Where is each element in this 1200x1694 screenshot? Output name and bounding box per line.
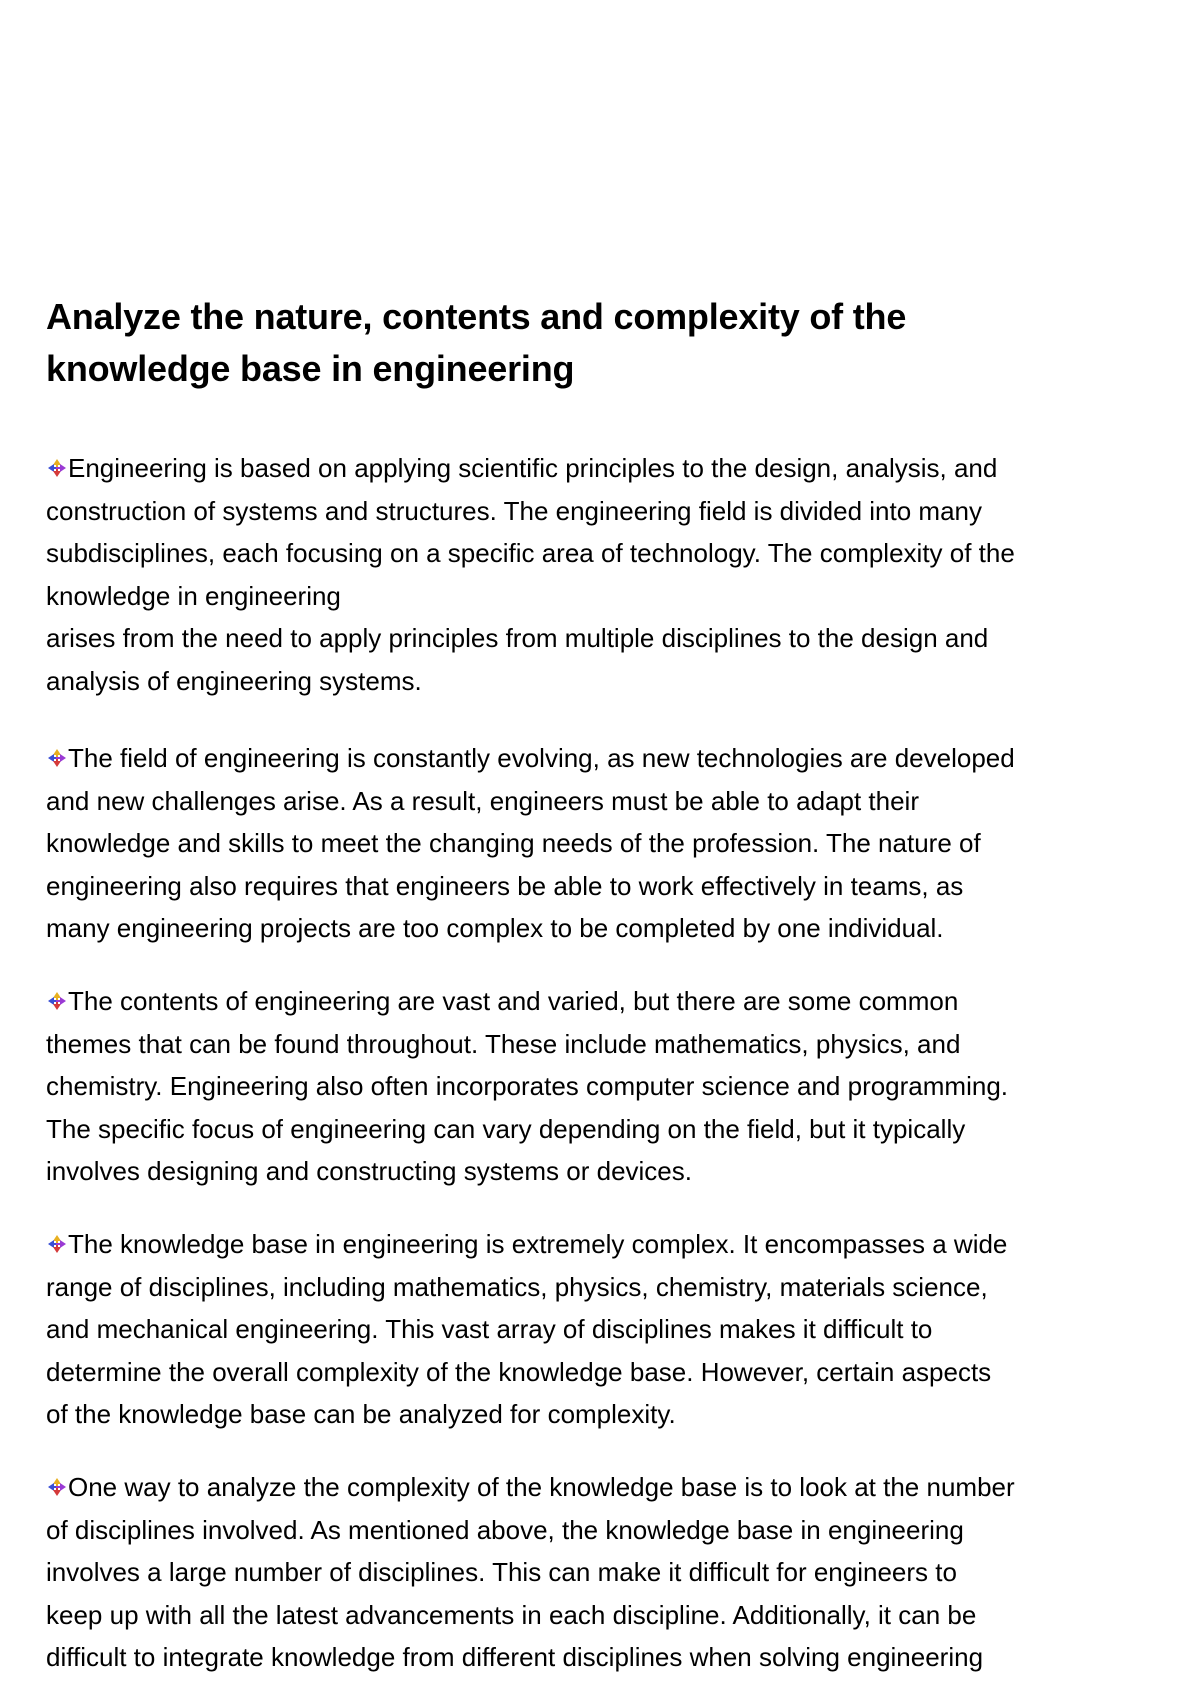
paragraph-line	[46, 1223, 1176, 1266]
paragraph-line	[46, 447, 1176, 490]
paragraph-line: knowledge in engineering	[46, 580, 341, 611]
paragraph-line: involves a large number of disciplines. This can make it difficult for engineers to	[46, 1557, 957, 1587]
title-line: knowledge base in engineering	[46, 348, 575, 389]
paragraph-line: analysis of engineering systems.	[46, 665, 422, 696]
page-title	[46, 291, 1146, 395]
paragraph-4	[46, 1223, 1176, 1436]
paragraph-line: subdisciplines, each focusing on a specific area of technology. The complexity of the	[46, 538, 1015, 568]
title-line: Analyze the nature, contents and complexity of the	[46, 296, 907, 337]
paragraph-1	[46, 447, 1176, 702]
paragraph-line-text: The knowledge base in engineering is extremely complex. It encompasses a wide	[68, 1229, 1008, 1259]
arrow-bullet-icon	[46, 990, 68, 1012]
paragraph-line	[46, 737, 1176, 780]
paragraph-line: themes that can be found throughout. These include mathematics, physics, and	[46, 1028, 961, 1059]
paragraph-line: of disciplines involved. As mentioned above, the knowledge base in engineering	[46, 1514, 964, 1545]
paragraph-line: construction of systems and structures. The engineering field is divided into many	[46, 495, 982, 526]
arrow-bullet-icon	[46, 1233, 68, 1255]
paragraph-line	[46, 1466, 1176, 1509]
paragraph-line: The specific focus of engineering can vary depending on the field, but it typically	[46, 1113, 966, 1144]
paragraph-line-text: The contents of engineering are vast and varied, but there are some common	[68, 986, 959, 1016]
arrow-bullet-icon	[46, 457, 68, 479]
paragraph-line: difficult to integrate knowledge from different disciplines when solving engineering	[46, 1642, 984, 1672]
paragraph-line	[46, 980, 1176, 1023]
paragraph-5	[46, 1466, 1176, 1679]
paragraph-line: keep up with all the latest advancements in each discipline. Additionally, it can be	[46, 1599, 977, 1630]
paragraph-line: range of disciplines, including mathematics, physics, chemistry, materials science,	[46, 1271, 988, 1302]
paragraph-line: of the knowledge base can be analyzed for complexity.	[46, 1399, 676, 1429]
arrow-bullet-icon	[46, 747, 68, 769]
paragraph-line: knowledge and skills to meet the changing needs of the profession. The nature of	[46, 828, 981, 858]
paragraph-3	[46, 980, 1176, 1193]
paragraph-line: engineering also requires that engineers be able to work effectively in teams, as	[46, 870, 964, 901]
paragraph-line-text: One way to analyze the complexity of the knowledge base is to look at the number	[68, 1472, 1015, 1502]
paragraph-line: arises from the need to apply principles from multiple disciplines to the design and	[46, 623, 989, 653]
paragraph-line-text: Engineering is based on applying scientific principles to the design, analysis, and	[68, 453, 998, 483]
paragraph-2	[46, 737, 1176, 950]
paragraph-line: many engineering projects are too complex to be completed by one individual.	[46, 913, 944, 943]
paragraph-line: and mechanical engineering. This vast array of disciplines makes it difficult to	[46, 1314, 933, 1344]
paragraph-line: chemistry. Engineering also often incorporates computer science and programming.	[46, 1071, 1008, 1101]
paragraph-line-text: The field of engineering is constantly evolving, as new technologies are developed	[68, 743, 1015, 773]
paragraph-line: determine the overall complexity of the knowledge base. However, certain aspects	[46, 1356, 992, 1387]
arrow-bullet-icon	[46, 1476, 68, 1498]
paragraph-line: involves designing and constructing systems or devices.	[46, 1156, 692, 1186]
paragraph-line: and new challenges arise. As a result, engineers must be able to adapt their	[46, 785, 919, 816]
